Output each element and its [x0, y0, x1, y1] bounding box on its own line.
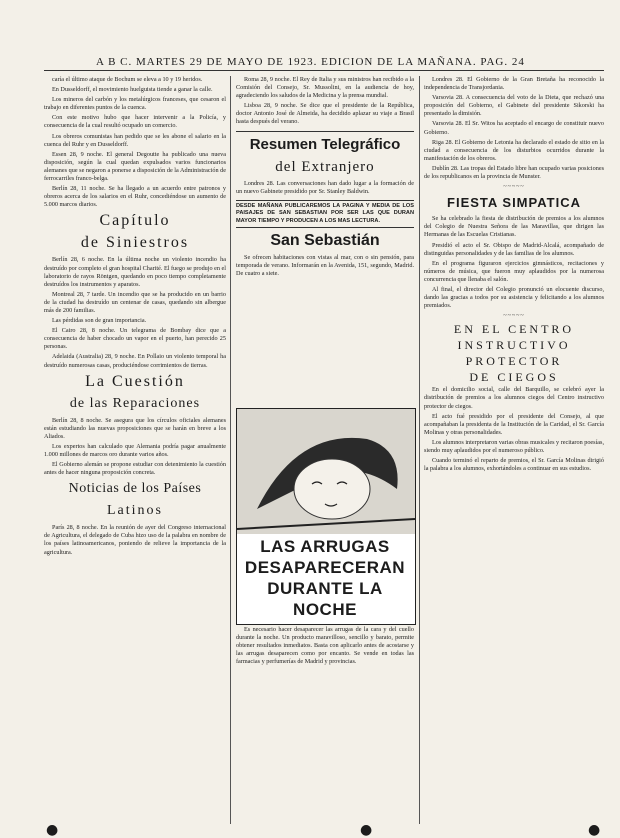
- article-paragraph: Londres 28. El Gobierno de la Gran Bretaña ha reconocido la independencia de Transjordania.: [424, 76, 604, 92]
- section-title: FIESTA SIMPATICA: [447, 195, 581, 211]
- advertisement-headline: [236, 536, 414, 620]
- ad-headline-line: LAS ARRUGAS: [260, 537, 390, 556]
- section-title: Capítulo: [99, 212, 171, 230]
- section-title: PROTECTOR: [465, 354, 563, 369]
- article-paragraph: Berlín 28, 6 noche. En la última noche un violento incendio ha destruído por completo el gran hospital Charité. El fuego se produjo en el laboratorio de rayos Röntgen, quedando en poco tiempo completamente destruídos los instrumentos y aparatos.: [44, 256, 226, 288]
- article-paragraph: Los obreros comunistas han pedido que se les abone el salario en la cuenca del Ruhr y en Dusseldorff.: [44, 132, 226, 148]
- ad-headline-line: DURANTE LA: [267, 579, 383, 598]
- article-paragraph: Montreal 28, 7 tarde. Un incendio que se ha producido en un barrio de la ciudad ha destruído un centenar de casas, quedando sin albergue más de 200 familias.: [44, 290, 226, 314]
- article-paragraph: Las pérdidas son de gran importancia.: [52, 317, 147, 325]
- article-paragraph: Varsovia 28. El Sr. Witos ha aceptado el encargo de constituir nuevo Gobierno.: [424, 120, 604, 136]
- article-paragraph: El acto fué presidido por el presidente del Consejo, al que acompañaban la presidenta de la Institución de la Caridad, el Sr. García Molinas y otras personalidades.: [424, 412, 604, 436]
- article-paragraph: Al final, el director del Colegio pronunció un elocuente discurso, dando las gracias a todos por su asistencia y felicitando a los alumnos premiados.: [424, 285, 604, 310]
- page-header: A B C. MARTES 29 DE MAYO DE 1923. EDICION DE LA MAÑANA. PAG. 24: [96, 56, 525, 68]
- article-paragraph: En Dusseldorff, el movimiento huelguista tiende a ganar la calle.: [52, 86, 213, 94]
- article-paragraph: Dublín 28. Las tropas del Estado libre han ocupado varias posiciones de los republicanos en la provincia de Munster.: [424, 164, 604, 181]
- article-paragraph: Berlín 28, 8 noche. Se asegura que los círculos oficiales alemanes están estudiando las nuevas proposiciones que se harán en breve a los Aliados.: [44, 416, 226, 440]
- binding-mark: ●: [588, 822, 601, 838]
- article-paragraph: Adelaida (Australia) 28, 9 noche. En Pollaio un violento temporal ha destruído numerosas casas, produciéndose corrimientos de tierras.: [44, 353, 226, 369]
- section-title: Resumen Telegráfico: [236, 131, 414, 154]
- article-paragraph: Es necesario hacer desaparecer las arrugas de la cara y del cuello durante la noche. Un producto maravilloso, sencillo y barato, permite obtener resultados inmediatos. Basta con aplicarlo antes de acostarse y las arrugas desaparecen como por encanto. Se vende en todas las farmacias y perfumerías de Madrid y provincias.: [236, 626, 414, 666]
- article-paragraph: En el domicilio social, calle del Barquillo, se celebró ayer la distribución de premios a los alumnos ciegos del Centro instructivo protector de ciegos.: [424, 386, 604, 410]
- ad-headline-line: NOCHE: [293, 600, 357, 619]
- column-divider: [230, 76, 231, 824]
- article-paragraph: caría el último ataque de Bochum se eleva a 10 y 19 heridos.: [52, 76, 203, 83]
- section-title: Noticias de los Países: [68, 481, 202, 497]
- section-title: Latinos: [107, 503, 163, 519]
- section-title: del Extranjero: [275, 158, 375, 175]
- article-paragraph: Londres 28. Las conversaciones han dado lugar a la formación de un nuevo Gabinete presidido por Sr. Stanley Baldwin.: [236, 179, 414, 195]
- article-paragraph: Berlín 28, 11 noche. Se ha llegado a un acuerdo entre patronos y obreros acerca de los salarios en el Ruhr, concediéndose un aumento de 5.000 marcos diarios.: [44, 185, 226, 209]
- column-1: [44, 76, 226, 824]
- section-title: EN EL CENTRO: [453, 322, 575, 337]
- article-paragraph: Se ha celebrado la fiesta de distribución de premios a los alumnos del Colegio de Nuestra Señora de las Maravillas, que dirigen las Hermanas de las Escuelas Cristianas.: [424, 215, 604, 239]
- article-paragraph: Lisboa 28, 9 noche. Se dice que el presidente de la República, doctor Antonio José de Almeida, ha decidido aplazar su viaje a Brasil hasta después del verano.: [236, 102, 414, 126]
- separator-ornament: ~~~~~: [503, 313, 525, 320]
- section-title: de las Reparaciones: [69, 395, 201, 411]
- face-shape: [294, 459, 370, 519]
- article-paragraph: Essen 28, 9 noche. El general Degoutte ha publicado una nueva disposición, según la cual quedan expulsados varios funcionarios alemanes que se negaron a ponerse a disposición de la Administración de ferrocarriles franco-belga.: [44, 150, 226, 183]
- article-paragraph: Con este motivo hubo que hacer intervenir a la Policía, y consecuencia de la cual resultó ocupado un comercio.: [44, 114, 226, 130]
- column-2-lower: [236, 626, 414, 822]
- article-paragraph: Presidió el acto el Sr. Obispo de Madrid-Alcalá, acompañado de distinguidas personalidades y de las familias de los alumnos.: [424, 241, 604, 257]
- notice-box: DESDE MAÑANA PUBLICAREMOS LA PAGINA Y MEDIA DE LOS PAISAJES DE SAN SEBASTIAN POR SER LAS QUE DURAN MAYOR TIEMPO Y PRODUCEN A LOS MAS LECTURA.: [236, 200, 414, 229]
- column-2: [236, 76, 414, 406]
- article-paragraph: París 28, 8 noche. En la reunión de ayer del Congreso internacional de Agricultura, el delegado de Cuba hizo uso de la palabra en nombre de los países latinoamericanos, poniendo de relieve la importancia de la agricultura.: [44, 524, 226, 556]
- section-title: INSTRUCTIVO: [457, 338, 571, 353]
- section-title: San Sebastián: [270, 232, 380, 250]
- article-paragraph: Cuando terminó el reparto de premios, el Sr. García Molinas dirigió la palabra a los alumnos, exhortándoles a continuar en sus estudios.: [424, 457, 604, 473]
- article-paragraph: Riga 28. El Gobierno de Letonia ha declarado el estado de sitio en la ciudad a consecuencia de los disturbios ocurridos durante la manifestación de los obreros.: [424, 138, 604, 162]
- article-paragraph: El Cairo 28, 8 noche. Un telegrama de Bombay dice que a consecuencia de haber chocado un vapor en el puerto, han perecido 25 personas.: [44, 327, 226, 351]
- section-title: de Siniestros: [80, 234, 190, 252]
- column-divider: [419, 76, 420, 824]
- section-title: DE CIEGOS: [469, 370, 559, 385]
- article-paragraph: Roma 28, 9 noche. El Rey de Italia y sus ministros han recibido a la Comisión del Consejo, Sr. Mussolini, en la audiencia de hoy, agradeciendo los saludos de la Medicina y la prensa mundial.: [236, 76, 414, 100]
- column-3: [424, 76, 604, 824]
- article-paragraph: Los expertos han calculado que Alemania podría pagar anualmente 1.000 millones de marcos oro durante varios años.: [44, 442, 226, 458]
- article-paragraph: Los mineros del carbón y los metalúrgicos franceses, que cesaron el trabajo en diferentes puntos de la cuenca.: [44, 96, 226, 112]
- binding-mark: ●: [360, 822, 373, 838]
- article-paragraph: Varsovia 28. A consecuencia del voto de la Dieta, que rechazó una proposición del Gobierno, el Gabinete del presidente Sikorski ha presentado la dimisión.: [424, 94, 604, 118]
- ad-headline-line: DESAPARECERAN: [244, 558, 406, 577]
- separator-ornament: ~~~~~: [503, 184, 525, 191]
- binding-mark: ●: [46, 822, 59, 838]
- article-paragraph: Se ofrecen habitaciones con vistas al mar, con o sin pensión, para temporada de verano. Informarán en la Avenida, 151, segundo, Madrid. De cuatro a siete.: [236, 254, 414, 278]
- article-paragraph: El Gobierno alemán se propone estudiar con detenimiento la cuestión antes de hacer ninguna proposición concreta.: [44, 461, 226, 477]
- article-paragraph: En el programa figuraron ejercicios gimnásticos, recitaciones y números de música, que fueron muy aplaudidos por la numerosa concurrencia que llenaba el salón.: [424, 259, 604, 283]
- article-paragraph: Los alumnos interpretaron varias obras musicales y recitaron poesías, siendo muy aplaudidos por el numeroso público.: [424, 438, 604, 454]
- section-title: La Cuestión: [85, 372, 185, 390]
- header-rule: [44, 70, 604, 71]
